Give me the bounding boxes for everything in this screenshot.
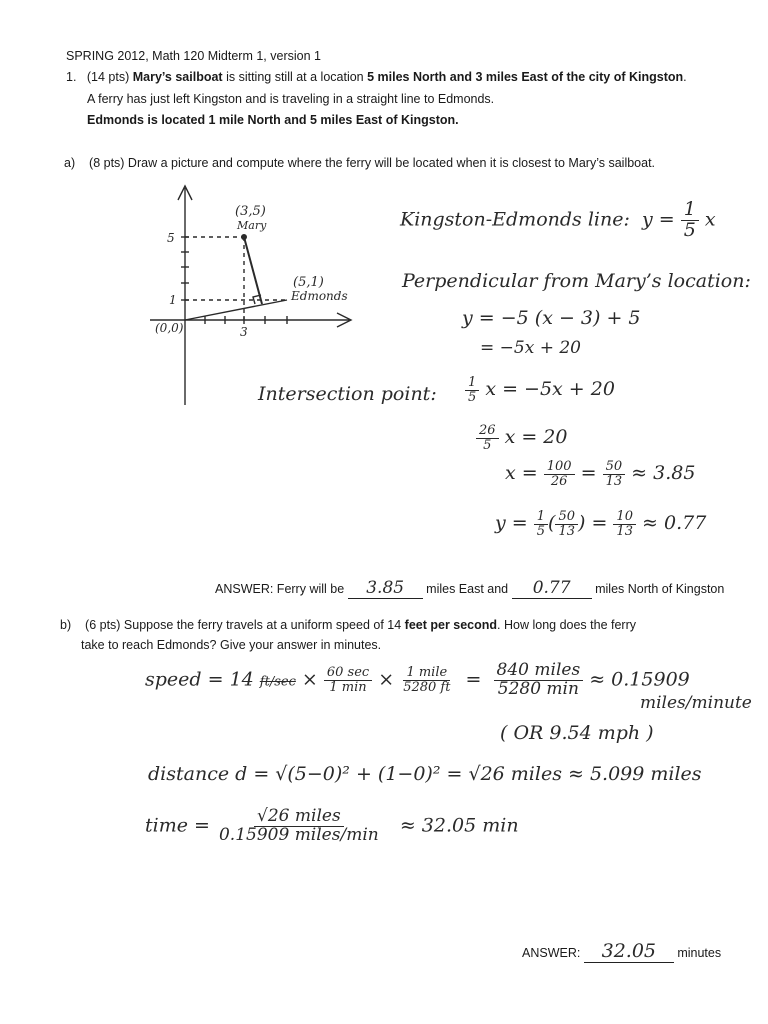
kingston-edmonds-line	[185, 300, 287, 320]
problem-location: 5 miles North and 3 miles East of the city of Kingston	[367, 70, 684, 84]
perpendicular-segment	[244, 237, 262, 304]
intersection-heading: Intersection point:	[258, 383, 437, 405]
problem-line-2: A ferry has just left Kingston and is traveling in a straight line to Edmonds.	[87, 92, 495, 106]
speed-unit: miles/minute	[640, 693, 752, 713]
mary-point	[241, 234, 247, 240]
part-b-answer: ANSWER: 32.05 minutes	[522, 940, 722, 962]
mary-label: Mary	[237, 219, 267, 232]
sketch-graph	[145, 180, 370, 410]
speed-conversion: speed = 14 ft/sec × $\frac{60 \sec}{1 \min}$ × $\frac{\text{1 mile}}{5280 ft}$ = $\frac{\text{840 miles}}{5280 \min}$ ≈ 0.15909	[145, 660, 690, 699]
y-tick-1: 1	[169, 293, 177, 307]
perpendicular-eq-1: y = −5 (x − 3) + 5	[462, 307, 641, 329]
problem-number: 1.	[66, 70, 77, 84]
perpendicular-eq-2: = −5x + 20	[480, 338, 581, 358]
mary-coord: (3,5)	[235, 204, 266, 219]
part-a-prompt	[64, 156, 655, 170]
line-equation: Kingston-Edmonds line: y = $\frac{1}{5}$ x	[400, 198, 716, 241]
distance-calc: distance d = √(5−0)² + (1−0)² = √26 miles ≈ 5.099 miles	[148, 763, 702, 785]
answer-east-value: 3.85	[348, 578, 423, 599]
origin-label: (0,0)	[155, 321, 184, 335]
part-b-label: b)	[60, 618, 72, 632]
x-tick-3: 3	[240, 325, 248, 339]
part-a-answer: ANSWER: Ferry will be 3.85 miles East and 0.77 miles North of Kingston	[215, 578, 725, 598]
answer-time-value: 32.05	[584, 940, 674, 963]
x-solution: x = $\frac{100}{26}$ = $\frac{50}{13}$ ≈ 3.85	[505, 459, 696, 489]
perpendicular-heading: Perpendicular from Mary’s location:	[402, 270, 751, 292]
edmonds-coord: (5,1)	[293, 275, 324, 290]
y-solution: y = $\frac{1}{5}$ ( $\frac{50}{13}$ ) = $\frac{10}{13}$ ≈ 0.77	[495, 509, 707, 539]
problem-boat: Mary’s sailboat	[132, 70, 223, 84]
part-b-line-2: take to reach Edmonds? Give your answer in minutes.	[81, 638, 382, 652]
y-tick-5: 5	[167, 231, 175, 245]
problem-points: (14 pts)	[86, 70, 130, 84]
part-a-label: a)	[64, 156, 76, 170]
speed-mph: ( OR 9.54 mph )	[500, 722, 654, 744]
time-calc: time = $\frac{\text{√26 miles}}{\text{0.15909 miles/min}}$ ≈ 32.05 min	[145, 806, 519, 845]
part-b-prompt: b) (6 pts) Suppose the ferry travels at a uniform speed of 14 feet per second. How long does the ferry	[60, 618, 637, 632]
problem-line-1: 1. (14 pts) Mary’s sailboat is sitting still at a location 5 miles North and 3 miles East of the city of Kingston.	[66, 70, 687, 84]
answer-north-value: 0.77	[512, 578, 592, 599]
intersection-eq: $\frac{1}{5}$ x = −5x + 20	[465, 376, 615, 404]
problem-line-3: Edmonds is located 1 mile North and 5 miles East of Kingston.	[87, 113, 459, 127]
eq-26-over-5: $\frac{26}{5}$ x = 20	[476, 424, 568, 452]
exam-header: SPRING 2012, Math 120 Midterm 1, version 1	[66, 49, 321, 63]
edmonds-label: Edmonds	[291, 289, 348, 303]
problem-sitting: is sitting still at a location	[226, 70, 364, 84]
part-a-text: (8 pts) Draw a picture and compute where the ferry will be located when it is closest to Mary’s sailboat.	[89, 156, 656, 170]
